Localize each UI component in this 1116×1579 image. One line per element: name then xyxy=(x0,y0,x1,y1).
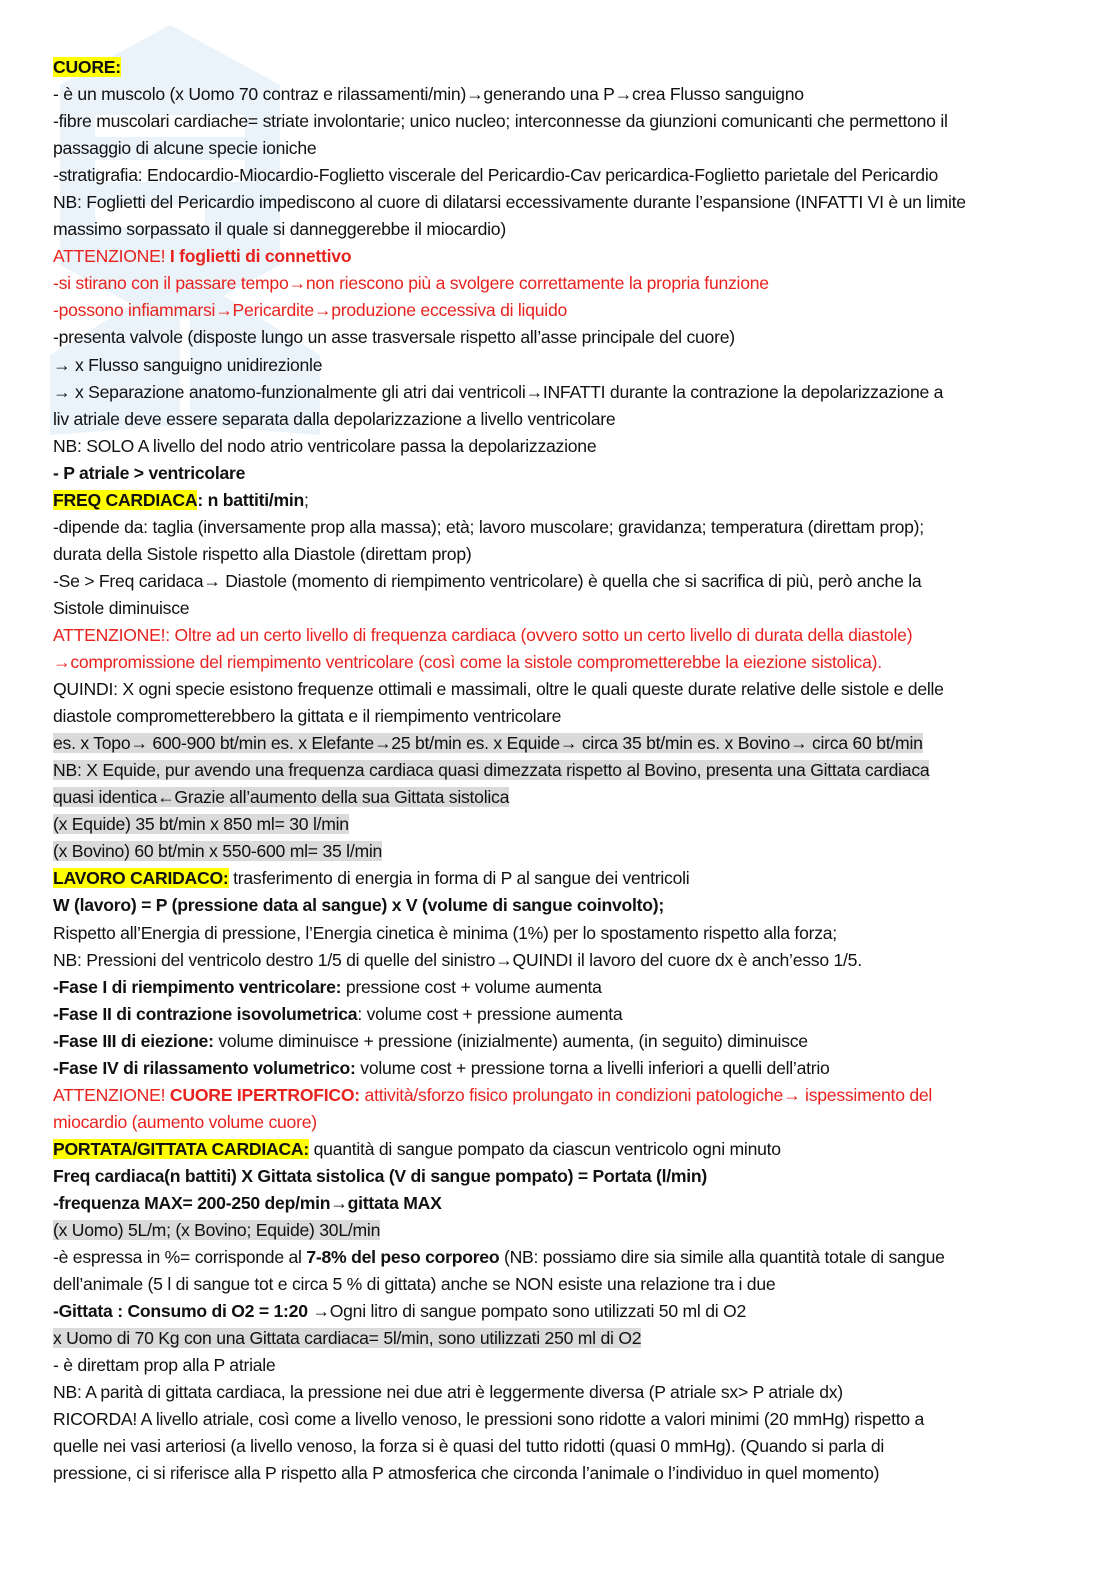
warning-line: ATTENZIONE!: Oltre ad un certo livello di frequenza cardiaca (ovvero sotto un certo livello di durata della diastole) xyxy=(53,624,913,645)
phase-label: -Fase IV di rilassamento volumetrico: xyxy=(53,1057,356,1078)
text-line xyxy=(53,1298,1063,1325)
example-highlight: (x Uomo) 5L/m; (x Bovino; Equide) 30L/min xyxy=(53,1220,381,1241)
heading-lavoro-label: LAVORO CARIDACO: xyxy=(53,868,229,889)
example-highlight: (x Bovino) 60 bt/min x 550-600 ml= 35 l/min xyxy=(53,841,383,862)
phase-desc: volume cost + pressione torna a livelli inferiori a quelli dell’atrio xyxy=(355,1057,830,1078)
text-line: passaggio di alcune specie ioniche xyxy=(53,138,317,159)
warning-desc: attività/sforzo fisico prolungato in condizioni patologiche→ ispessimento del xyxy=(359,1084,933,1105)
warning-prefix: ATTENZIONE! xyxy=(53,1084,170,1105)
text-line: RICORDA! A livello atriale, così come a livello venoso, le pressioni sono ridotte a valori minimi (20 mmHg) rispetto a xyxy=(53,1409,925,1430)
text-line: NB: Foglietti del Pericardio impediscono al cuore di dilatarsi eccessivamente durante l’espansione (INFATTI VI è un limite xyxy=(53,192,966,213)
text-line: QUINDI: X ogni specie esistono frequenze ottimali e massimali, oltre le quali queste durate relative delle sistole e delle xyxy=(53,679,944,700)
heading-cuore-label: CUORE: xyxy=(53,57,121,77)
text-line: -Se > Freq caridaca→ Diastole (momento di riempimento ventricolare) è quella che si sacrifica di più, però anche la xyxy=(53,570,922,591)
example-highlight: (x Equide) 35 bt/min x 850 ml= 30 l/min xyxy=(53,814,349,835)
example-line xyxy=(53,757,1063,784)
heading-lavoro-def: trasferimento di energia in forma di P al sangue dei ventricoli xyxy=(228,868,690,889)
example-highlight: quasi identica←Grazie all’aumento della sua Gittata sistolica xyxy=(53,787,510,808)
text-line: NB: Pressioni del ventricolo destro 1/5 di quelle del sinistro→QUINDI il lavoro del cuore dx è anch’esso 1/5. xyxy=(53,949,862,970)
text-line: diastole comprometterebbero la gittata e il riempimento ventricolare xyxy=(53,706,562,727)
heading-portata-label: PORTATA/GITTATA CARDIACA: xyxy=(53,1138,309,1159)
text-line: Rispetto all’Energia di pressione, l’Energia cinetica è minima (1%) per lo spostamento rispetto alla forza; xyxy=(53,922,837,943)
example-line xyxy=(53,784,1063,811)
text-part: →Ogni litro di sangue pompato sono utilizzati 50 ml di O2 xyxy=(307,1301,747,1322)
text-line: -dipende da: taglia (inversamente prop alla massa); età; lavoro muscolare; gravidanza; temperatura (direttam prop); xyxy=(53,516,924,537)
warning-line xyxy=(53,1082,1063,1109)
example-highlight: NB: X Equide, pur avendo una frequenza cardiaca quasi dimezzata rispetto al Bovino, presenta una Gittata cardiaca xyxy=(53,760,930,781)
text-line: dell’animale (5 l di sangue tot e circa 5 % di gittata) anche se NON esiste una relazione tra i due xyxy=(53,1274,776,1295)
text-line: - è direttam prop alla P atriale xyxy=(53,1355,276,1376)
heading-cuore xyxy=(53,54,1063,81)
example-highlight: es. x Topo→ 600-900 bt/min es. x Elefante→25 bt/min es. x Equide→ circa 35 bt/min es. x Bovino→ circa 60 bt/min xyxy=(53,733,923,754)
example-line xyxy=(53,838,1063,865)
text-line: → x Separazione anatomo-funzionalmente gli atri dai ventricoli→INFATTI durante la contrazione la depolarizzazione a xyxy=(53,381,944,402)
text-line: quelle nei vasi arteriosi (a livello venoso, la forza si è quasi del tutto ridotti (quasi 0 mmHg). (Quando si parla di xyxy=(53,1436,885,1457)
text-line: NB: SOLO A livello del nodo atrio ventricolare passa la depolarizzazione xyxy=(53,435,597,456)
phase-label: -Fase II di contrazione isovolumetrica xyxy=(53,1003,358,1024)
phase-label: -Fase I di riempimento ventricolare: xyxy=(53,976,342,997)
text-bold: -Gittata : Consumo di O2 = 1:20 xyxy=(53,1301,308,1322)
warning-line xyxy=(53,243,1063,270)
text-line-bold: - P atriale > ventricolare xyxy=(53,462,246,483)
text-line: pressione, ci si riferisce alla P rispetto alla P atmosferica che circonda l’animale o l’individuo in quel momento) xyxy=(53,1463,880,1484)
phase-desc: volume diminuisce + pressione (inizialmente) aumenta, (in seguito) diminuisce xyxy=(213,1030,808,1051)
phase-desc: pressione cost + volume aumenta xyxy=(341,976,602,997)
heading-portata xyxy=(53,1136,1063,1163)
text-part: (NB: possiamo dire sia simile alla quantità totale di sangue xyxy=(499,1247,945,1268)
phase-line xyxy=(53,1028,1063,1055)
example-line xyxy=(53,1217,1063,1244)
warning-line: miocardio (aumento volume cuore) xyxy=(53,1111,317,1132)
example-line xyxy=(53,730,1063,757)
warning-line: -possono infiammarsi→Pericardite→produzione eccessiva di liquido xyxy=(53,300,568,321)
formula-line: W (lavoro) = P (pressione data al sangue) x V (volume di sangue coinvolto); xyxy=(53,895,664,916)
text-bold: 7-8% del peso corporeo xyxy=(306,1247,500,1268)
text-line: -presenta valvole (disposte lungo un asse trasversale rispetto all’asse principale del cuore) xyxy=(53,327,735,348)
example-highlight: x Uomo di 70 Kg con una Gittata cardiaca= 5l/min, sono utilizzati 250 ml di O2 xyxy=(53,1328,642,1349)
warning-line: -si stirano con il passare tempo→non riescono più a svolgere correttamente la propria funzione xyxy=(53,273,769,294)
phase-line xyxy=(53,1001,1063,1028)
text-line: - è un muscolo (x Uomo 70 contraz e rilassamenti/min)→generando una P→crea Flusso sanguigno xyxy=(53,84,804,105)
heading-freq-end: ; xyxy=(304,489,309,510)
text-part: -è espressa in %= corrisponde al xyxy=(53,1247,307,1268)
example-line xyxy=(53,811,1063,838)
heading-freq-label: FREQ CARDIACA xyxy=(53,489,198,510)
phase-desc: : volume cost + pressione aumenta xyxy=(357,1003,623,1024)
heading-lavoro-cardiaco xyxy=(53,865,1063,892)
text-line: durata della Sistole rispetto alla Diastole (direttam prop) xyxy=(53,543,472,564)
warning-line: →compromissione del riempimento ventricolare (così come la sistole comprometterebbe la eiezione sistolica). xyxy=(53,652,882,673)
warning-bold-text: CUORE IPERTROFICO: xyxy=(169,1084,360,1105)
formula-line: Freq cardiaca(n battiti) X Gittata sistolica (V di sangue pompato) = Portata (l/min) xyxy=(53,1165,708,1186)
warning-prefix: ATTENZIONE! xyxy=(53,246,170,267)
text-line: → x Flusso sanguigno unidirezionle xyxy=(53,354,323,375)
text-line: NB: A parità di gittata cardiaca, la pressione nei due atri è leggermente diversa (P atriale sx> P atriale dx) xyxy=(53,1382,843,1403)
text-line: -stratigrafia: Endocardio-Miocardio-Foglietto viscerale del Pericardio-Cav pericardica-Foglietto parietale del Pericardio xyxy=(53,165,939,186)
phase-line xyxy=(53,974,1063,1001)
text-line: massimo sorpassato il quale si danneggerebbe il miocardio) xyxy=(53,219,506,240)
heading-portata-def: quantità di sangue pompato da ciascun ventricolo ogni minuto xyxy=(308,1138,781,1159)
phase-label: -Fase III di eiezione: xyxy=(53,1030,214,1051)
text-line: liv atriale deve essere separata dalla depolarizzazione a livello ventricolare xyxy=(53,408,616,429)
heading-freq-def: : n battiti/min xyxy=(197,489,305,510)
document-page xyxy=(53,54,1063,1487)
formula-line: -frequenza MAX= 200-250 dep/min→gittata MAX xyxy=(53,1192,442,1213)
example-line xyxy=(53,1325,1063,1352)
warning-bold-text: I foglietti di connettivo xyxy=(169,246,352,267)
heading-freq-cardiaca xyxy=(53,487,1063,514)
phase-line xyxy=(53,1055,1063,1082)
text-line: -fibre muscolari cardiache= striate involontarie; unico nucleo; interconnesse da giunzioni comunicanti che permettono il xyxy=(53,111,948,132)
text-line: Sistole diminuisce xyxy=(53,597,190,618)
text-line xyxy=(53,1244,1063,1271)
